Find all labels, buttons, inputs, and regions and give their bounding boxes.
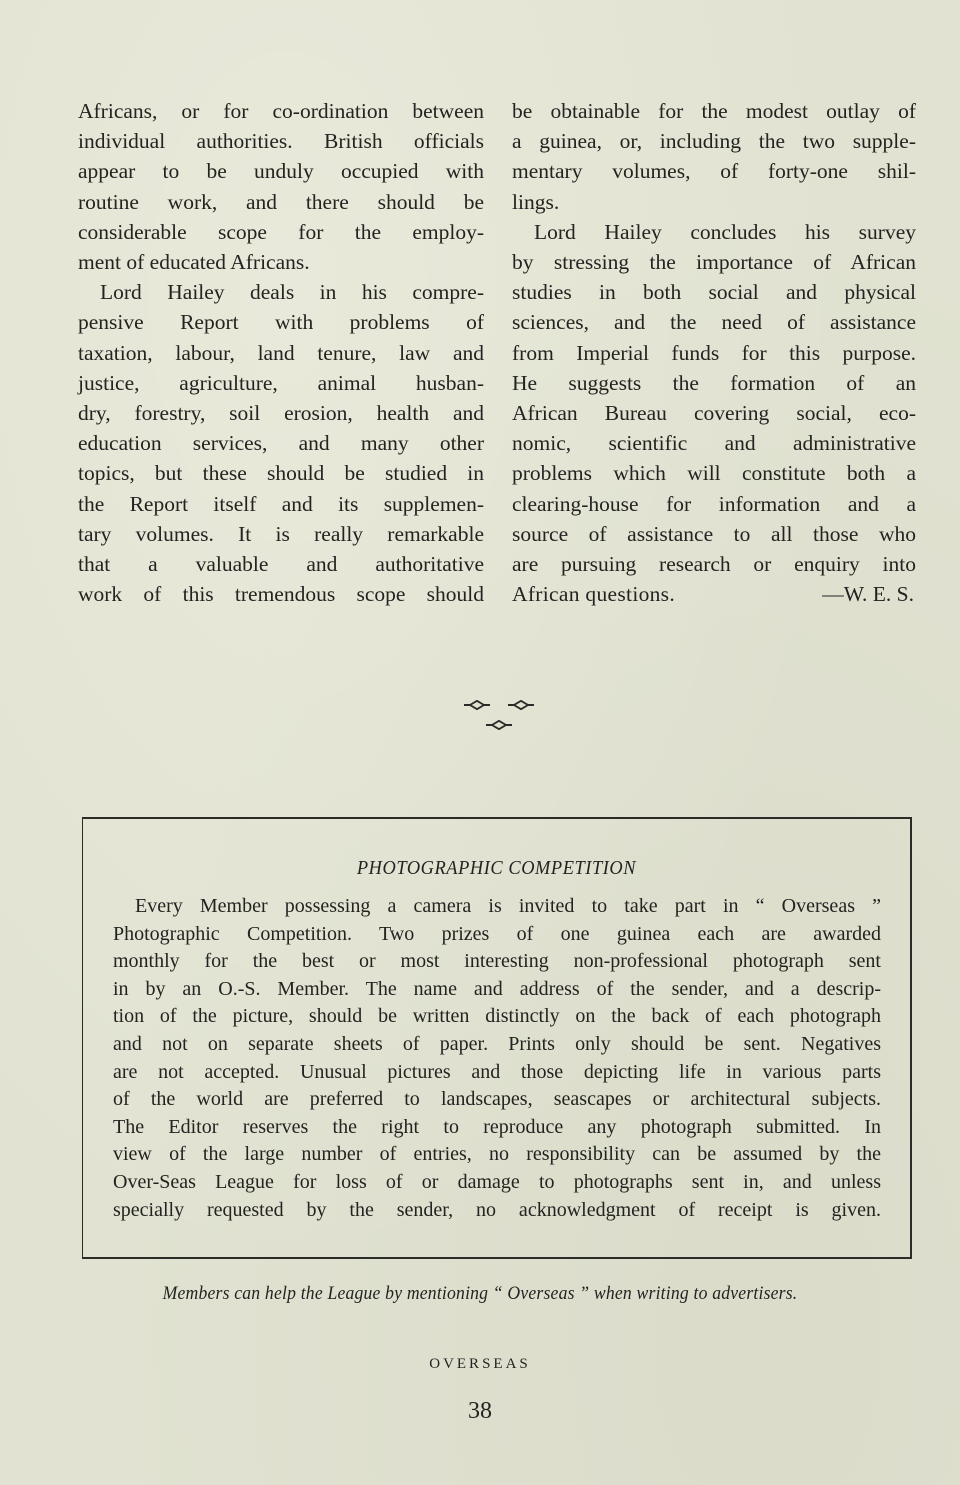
text-line: view of the large number of entries, no responsibility can be assumed by the: [113, 1143, 881, 1166]
text-line: problems which will constitute both a: [512, 461, 916, 486]
paragraph-1: [78, 96, 484, 277]
paragraph-3: [512, 96, 916, 217]
text-line: clearing-house for information and a: [512, 491, 916, 516]
text-line: specially requested by the sender, no acknowledgment of receipt is given.: [113, 1198, 881, 1221]
text-line: of the world are preferred to landscapes, seascapes or architectural subjects.: [113, 1088, 881, 1111]
article-left-column: [78, 96, 484, 609]
box-title: PHOTOGRAPHIC COMPETITION: [356, 857, 637, 879]
text-line: by stressing the importance of African: [512, 250, 916, 275]
diamond-ornament-icon: [486, 720, 512, 730]
text-line: education services, and many other: [78, 431, 484, 456]
paragraph-2: [78, 277, 484, 609]
text-line: nomic, scientific and administrative: [512, 431, 916, 456]
text-line: are pursuing research or enquiry into: [512, 552, 916, 577]
text-line: taxation, labour, land tenure, law and: [78, 340, 484, 365]
text-line: Lord Hailey deals in his compre-: [100, 280, 484, 305]
text-line: He suggests the formation of an: [512, 370, 916, 395]
diamond-ornament-icon: [464, 700, 490, 710]
text-line: and not on separate sheets of paper. Prints only should be sent. Negatives: [113, 1032, 881, 1055]
text-line: be obtainable for the modest outlay of: [512, 99, 916, 123]
text-line: individual authorities. British officials: [78, 129, 484, 154]
text-line: from Imperial funds for this purpose.: [512, 340, 916, 365]
text-line: tion of the picture, should be written distinctly on the back of each photograph: [113, 1005, 881, 1028]
text-line: pensive Report with problems of: [78, 310, 484, 335]
author-signature: —W. E. S.: [822, 582, 914, 607]
text-line: lings.: [512, 189, 560, 214]
text-line: work of this tremendous scope should: [78, 582, 484, 607]
text-line: tary volumes. It is really remarkable: [78, 521, 484, 546]
diamond-ornament-icon: [508, 700, 534, 710]
text-line: mentary volumes, of forty-one shil-: [512, 159, 916, 184]
text-line: dry, forestry, soil erosion, health and: [78, 401, 484, 426]
text-line: The Editor reserves the right to reproduce any photograph submitted. In: [113, 1115, 881, 1138]
signoff-line: [512, 579, 916, 609]
text-line: monthly for the best or most interesting non-professional photograph sent: [113, 950, 881, 973]
text-line: topics, but these should be studied in: [78, 461, 484, 486]
article-right-column: [512, 96, 916, 609]
text-line: studies in both social and physical: [512, 280, 916, 305]
paragraph-4: [512, 217, 916, 610]
text-line: African Bureau covering social, eco-: [512, 401, 916, 426]
text-line: Africans, or for co-ordination between: [78, 99, 484, 123]
text-line: considerable scope for the employ-: [78, 219, 484, 244]
page-number: 38: [468, 1398, 492, 1424]
running-title: OVERSEAS: [429, 1356, 531, 1372]
text-line: Photographic Competition. Two prizes of one guinea each are awarded: [113, 922, 881, 945]
advertiser-note: Members can help the League by mentioning “ Overseas ” when writing to advertisers.: [162, 1283, 798, 1304]
text-line: that a valuable and authoritative: [78, 552, 484, 577]
text-line: sciences, and the need of assistance: [512, 310, 916, 335]
text-line: Over-Seas League for loss of or damage to photographs sent in, and unless: [113, 1170, 881, 1193]
text-line: Every Member possessing a camera is invited to take part in “ Overseas ”: [135, 895, 881, 917]
text-line: justice, agriculture, animal husban-: [78, 370, 484, 395]
text-line: ment of educated Africans.: [78, 250, 310, 275]
text-line: Lord Hailey concludes his survey: [534, 219, 916, 244]
section-ornament: [0, 688, 960, 738]
text-line: source of assistance to all those who: [512, 521, 916, 546]
text-line: in by an O.-S. Member. The name and address of the sender, and a descrip-: [113, 977, 881, 1000]
text-line: the Report itself and its supplemen-: [78, 491, 484, 516]
text-line: routine work, and there should be: [78, 189, 484, 214]
text-line: appear to be unduly occupied with: [78, 159, 484, 184]
text-line: are not accepted. Unusual pictures and those depicting life in various parts: [113, 1060, 881, 1083]
text-line: a guinea, or, including the two supple-: [512, 129, 916, 154]
photographic-competition-box: [82, 817, 912, 1259]
box-body: [113, 893, 881, 1224]
closing-text: African questions.: [512, 582, 676, 607]
